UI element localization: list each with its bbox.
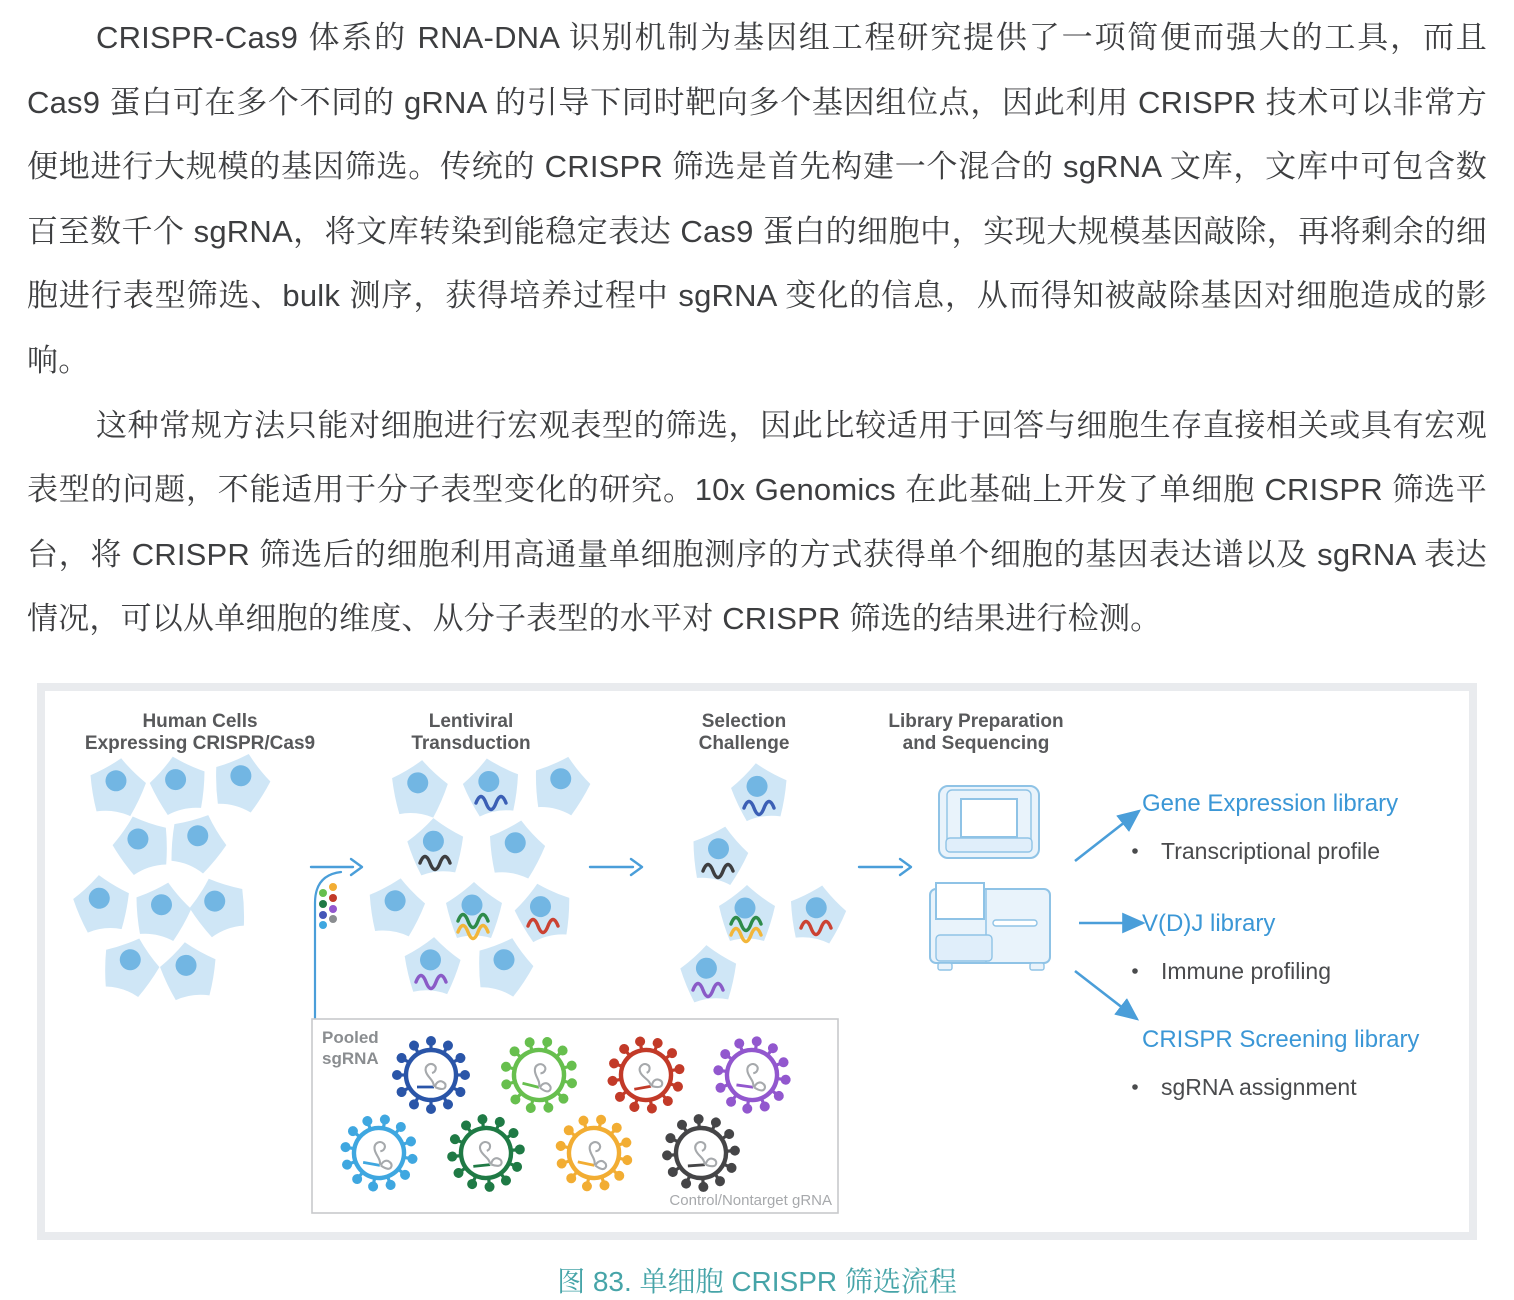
cell-icon <box>446 882 502 938</box>
library-outputs <box>1132 790 1419 1100</box>
step-title-selection-line2: Challenge <box>698 732 790 754</box>
cell-icon <box>388 757 450 819</box>
step-title-human-cells-line2: Expressing CRISPR/Cas9 <box>84 732 316 754</box>
cell-icon <box>95 930 166 1001</box>
gene-expression-library-label: Gene Expression library <box>1142 789 1399 817</box>
step-title-library-prep-line2: and Sequencing <box>902 732 1050 754</box>
step-titles <box>85 711 1064 754</box>
cell-cluster-human-cells <box>71 747 276 1002</box>
paragraph-2: 这种常规方法只能对细胞进行宏观表型的筛选，因此比较适用于回答与细胞生存直接相关或具有宏观表型的问题，不能适用于分子表型变化的研究。10x Genomics 在此基础上开发了单细胞 CRISPR 筛选平台，将 CRISPR 筛选后的细胞利用高通量单细胞测序的方式获得单个细胞的基因表达谱以及 sgRNA 表达情况，可以从单细胞的维度、从分子表型的水平对 CRISPR 筛选的结果进行检测。 <box>27 407 1487 637</box>
pooled-label-line2: sgRNA <box>322 1048 379 1068</box>
paragraph-1: CRISPR-Cas9 体系的 RNA-DNA 识别机制为基因组工程研究提供了一项简便而强大的工具，而且 Cas9 蛋白可在多个不同的 gRNA 的引导下同时靶向多个基因组位点，因此利用 CRISPR 技术可以非常方便地进行大规模的基因筛选。传统的 CRISPR 筛选是首先构建一个混合的 sgRNA 文库，文库中可包含数百至数千个 sgRNA，将文库转染到能稳定表达 Cas9 蛋白的细胞中，实现大规模基因敲除，再将剩余的细胞进行表型筛选、bulk 测序，获得培养过程中 sgRNA 变化的信息，从而得知被敲除基因对细胞造成的影响。 <box>27 20 1487 378</box>
pooled-sgrna-feed-line <box>315 872 341 1019</box>
cell-icon <box>161 805 234 878</box>
arrow-right-icon <box>859 859 911 875</box>
fanout-arrows <box>1075 811 1143 1019</box>
cell-icon <box>364 874 428 938</box>
figure-workflow <box>37 683 1477 1240</box>
cell-icon <box>719 885 775 941</box>
crispr-screening-library-label: CRISPR Screening library <box>1142 1025 1420 1053</box>
step-title-lentiviral-line2: Transduction <box>411 732 531 754</box>
pooled-sgrna-box <box>312 1019 838 1213</box>
cell-icon <box>145 751 211 817</box>
pooled-label-line1: Pooled <box>322 1027 379 1047</box>
arrow-to-gene-expression <box>1075 811 1139 861</box>
transcriptional-profile-label: Transcriptional profile <box>1161 837 1381 864</box>
cell-icon <box>86 754 149 817</box>
pooled-sgrna-dots <box>319 883 337 929</box>
cell-icon <box>157 938 220 1001</box>
workflow-diagram <box>45 691 1469 1232</box>
cell-icon <box>678 943 739 1004</box>
cell-icon <box>510 877 577 944</box>
vdj-library-label: V(D)J library <box>1142 909 1276 937</box>
bullet-icon <box>1132 1084 1138 1090</box>
step-title-lentiviral-line1: Lentiviral <box>428 710 514 732</box>
arrow-right-icon <box>590 859 642 875</box>
figure-caption: 图 83. 单细胞 CRISPR 筛选流程 <box>557 1265 957 1297</box>
cell-cluster-selection <box>678 759 849 1003</box>
cell-icon <box>405 816 466 877</box>
step-title-library-prep-line1: Library Preparation <box>888 710 1064 732</box>
sequencer-icon <box>930 883 1050 970</box>
cell-icon <box>402 935 462 995</box>
cell-icon <box>207 747 276 816</box>
chromium-controller-icon <box>939 786 1039 858</box>
cell-cluster-lentiviral <box>364 750 595 1000</box>
arrow-to-crispr-screening <box>1075 971 1137 1019</box>
bullet-icon <box>1132 968 1138 974</box>
cell-icon <box>528 750 596 818</box>
step-title-selection-line1: Selection <box>701 710 787 732</box>
immune-profiling-label: Immune profiling <box>1161 957 1332 984</box>
step-title-human-cells-line1: Human Cells <box>142 710 258 732</box>
cell-icon <box>470 930 539 999</box>
bullet-icon <box>1132 848 1138 854</box>
cell-icon <box>182 869 254 941</box>
cell-icon <box>129 877 195 943</box>
cell-icon <box>106 808 177 879</box>
control-nontarget-note: Control/Nontarget gRNA <box>669 1191 832 1209</box>
cell-icon <box>71 872 133 934</box>
sgrna-assignment-label: sgRNA assignment <box>1161 1073 1357 1100</box>
cell-icon <box>484 816 549 881</box>
